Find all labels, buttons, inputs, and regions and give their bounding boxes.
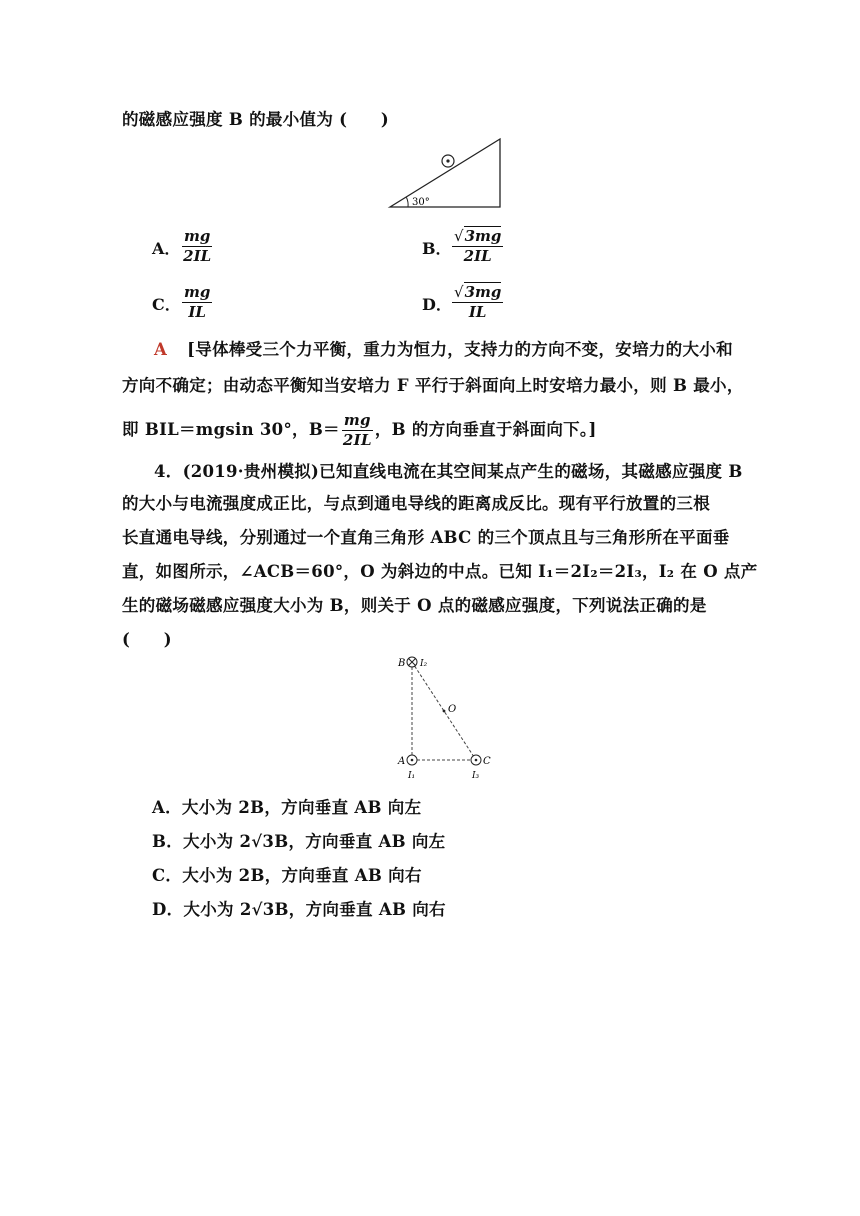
current-i2-label: I₂: [420, 659, 428, 669]
q3-stem-tail: 的磁感应强度 B 的最小值为 ( ): [122, 110, 389, 129]
vertex-b-label: B: [398, 658, 406, 669]
incline-figure: [386, 135, 506, 211]
q4-option-c: C．大小为 2B，方向垂直 AB 向右: [152, 866, 422, 885]
q4-line3: 长直通电导线，分别通过一个直角三角形 ABC 的三个顶点且与三角形所在平面垂: [122, 528, 730, 547]
q3-option-a-letter: A．: [152, 239, 181, 258]
vertex-a-label: A: [398, 756, 406, 767]
triangle-abc-figure: [392, 650, 504, 782]
q3-answer-line2: 方向不确定；由动态平衡知当安培力 F 平行于斜面向上时安培力最小，则 B 最小，: [122, 376, 744, 395]
q3-option-a-value: $\frac{mg}{2IL}$: [183, 227, 212, 265]
q3-answer-letter: A: [154, 340, 168, 359]
q4-line4: 直，如图所示，∠ACB＝60°，O 为斜边的中点。已知 I₁＝2I₂＝2I₃，I₂ 在 O 点产: [122, 562, 758, 581]
q3-answer-line3: 即 BIL＝mgsin 30°，B＝ $\frac{mg}{2IL}$ ，B 的方向垂直于斜面向下。]: [122, 411, 597, 449]
current-i3-label: I₃: [472, 771, 480, 781]
q4-line1: 4．(2019·贵州模拟)已知直线电流在其空间某点产生的磁场，其磁感应强度 B: [154, 462, 743, 481]
q3-option-b-letter: B．: [422, 239, 452, 258]
q4-line2: 的大小与电流强度成正比，与点到通电导线的距离成反比。现有平行放置的三根: [122, 494, 710, 513]
q4-line6: ( ): [122, 630, 172, 649]
angle-label: 30°: [412, 197, 430, 208]
q3-option-d-value: $\frac{√3mg}{IL}$: [454, 283, 502, 321]
vertex-c-label: C: [483, 756, 491, 767]
incline-triangle: [390, 139, 500, 207]
point-o-label: O: [448, 704, 457, 715]
q4-option-b: B．大小为 2√3B，方向垂直 AB 向左: [152, 832, 446, 851]
q4-option-d: D．大小为 2√3B，方向垂直 AB 向右: [152, 900, 446, 919]
q3-option-c-letter: C．: [152, 295, 181, 314]
point-o: [443, 710, 446, 713]
q3-option-d-letter: D．: [422, 295, 452, 314]
q4-option-a: A．大小为 2B，方向垂直 AB 向左: [152, 798, 422, 817]
q3-option-b-value: $\frac{√3mg}{2IL}$: [454, 227, 502, 265]
q3-answer-line1: A [导体棒受三个力平衡，重力为恒力，支持力的方向不变，安培力的大小和: [154, 340, 733, 359]
q4-line5: 生的磁场磁感应强度大小为 B，则关于 O 点的磁感应强度，下列说法正确的是: [122, 596, 707, 615]
current-i1-label: I₁: [408, 771, 416, 781]
q3-option-c-value: $\frac{mg}{IL}$: [184, 283, 211, 321]
